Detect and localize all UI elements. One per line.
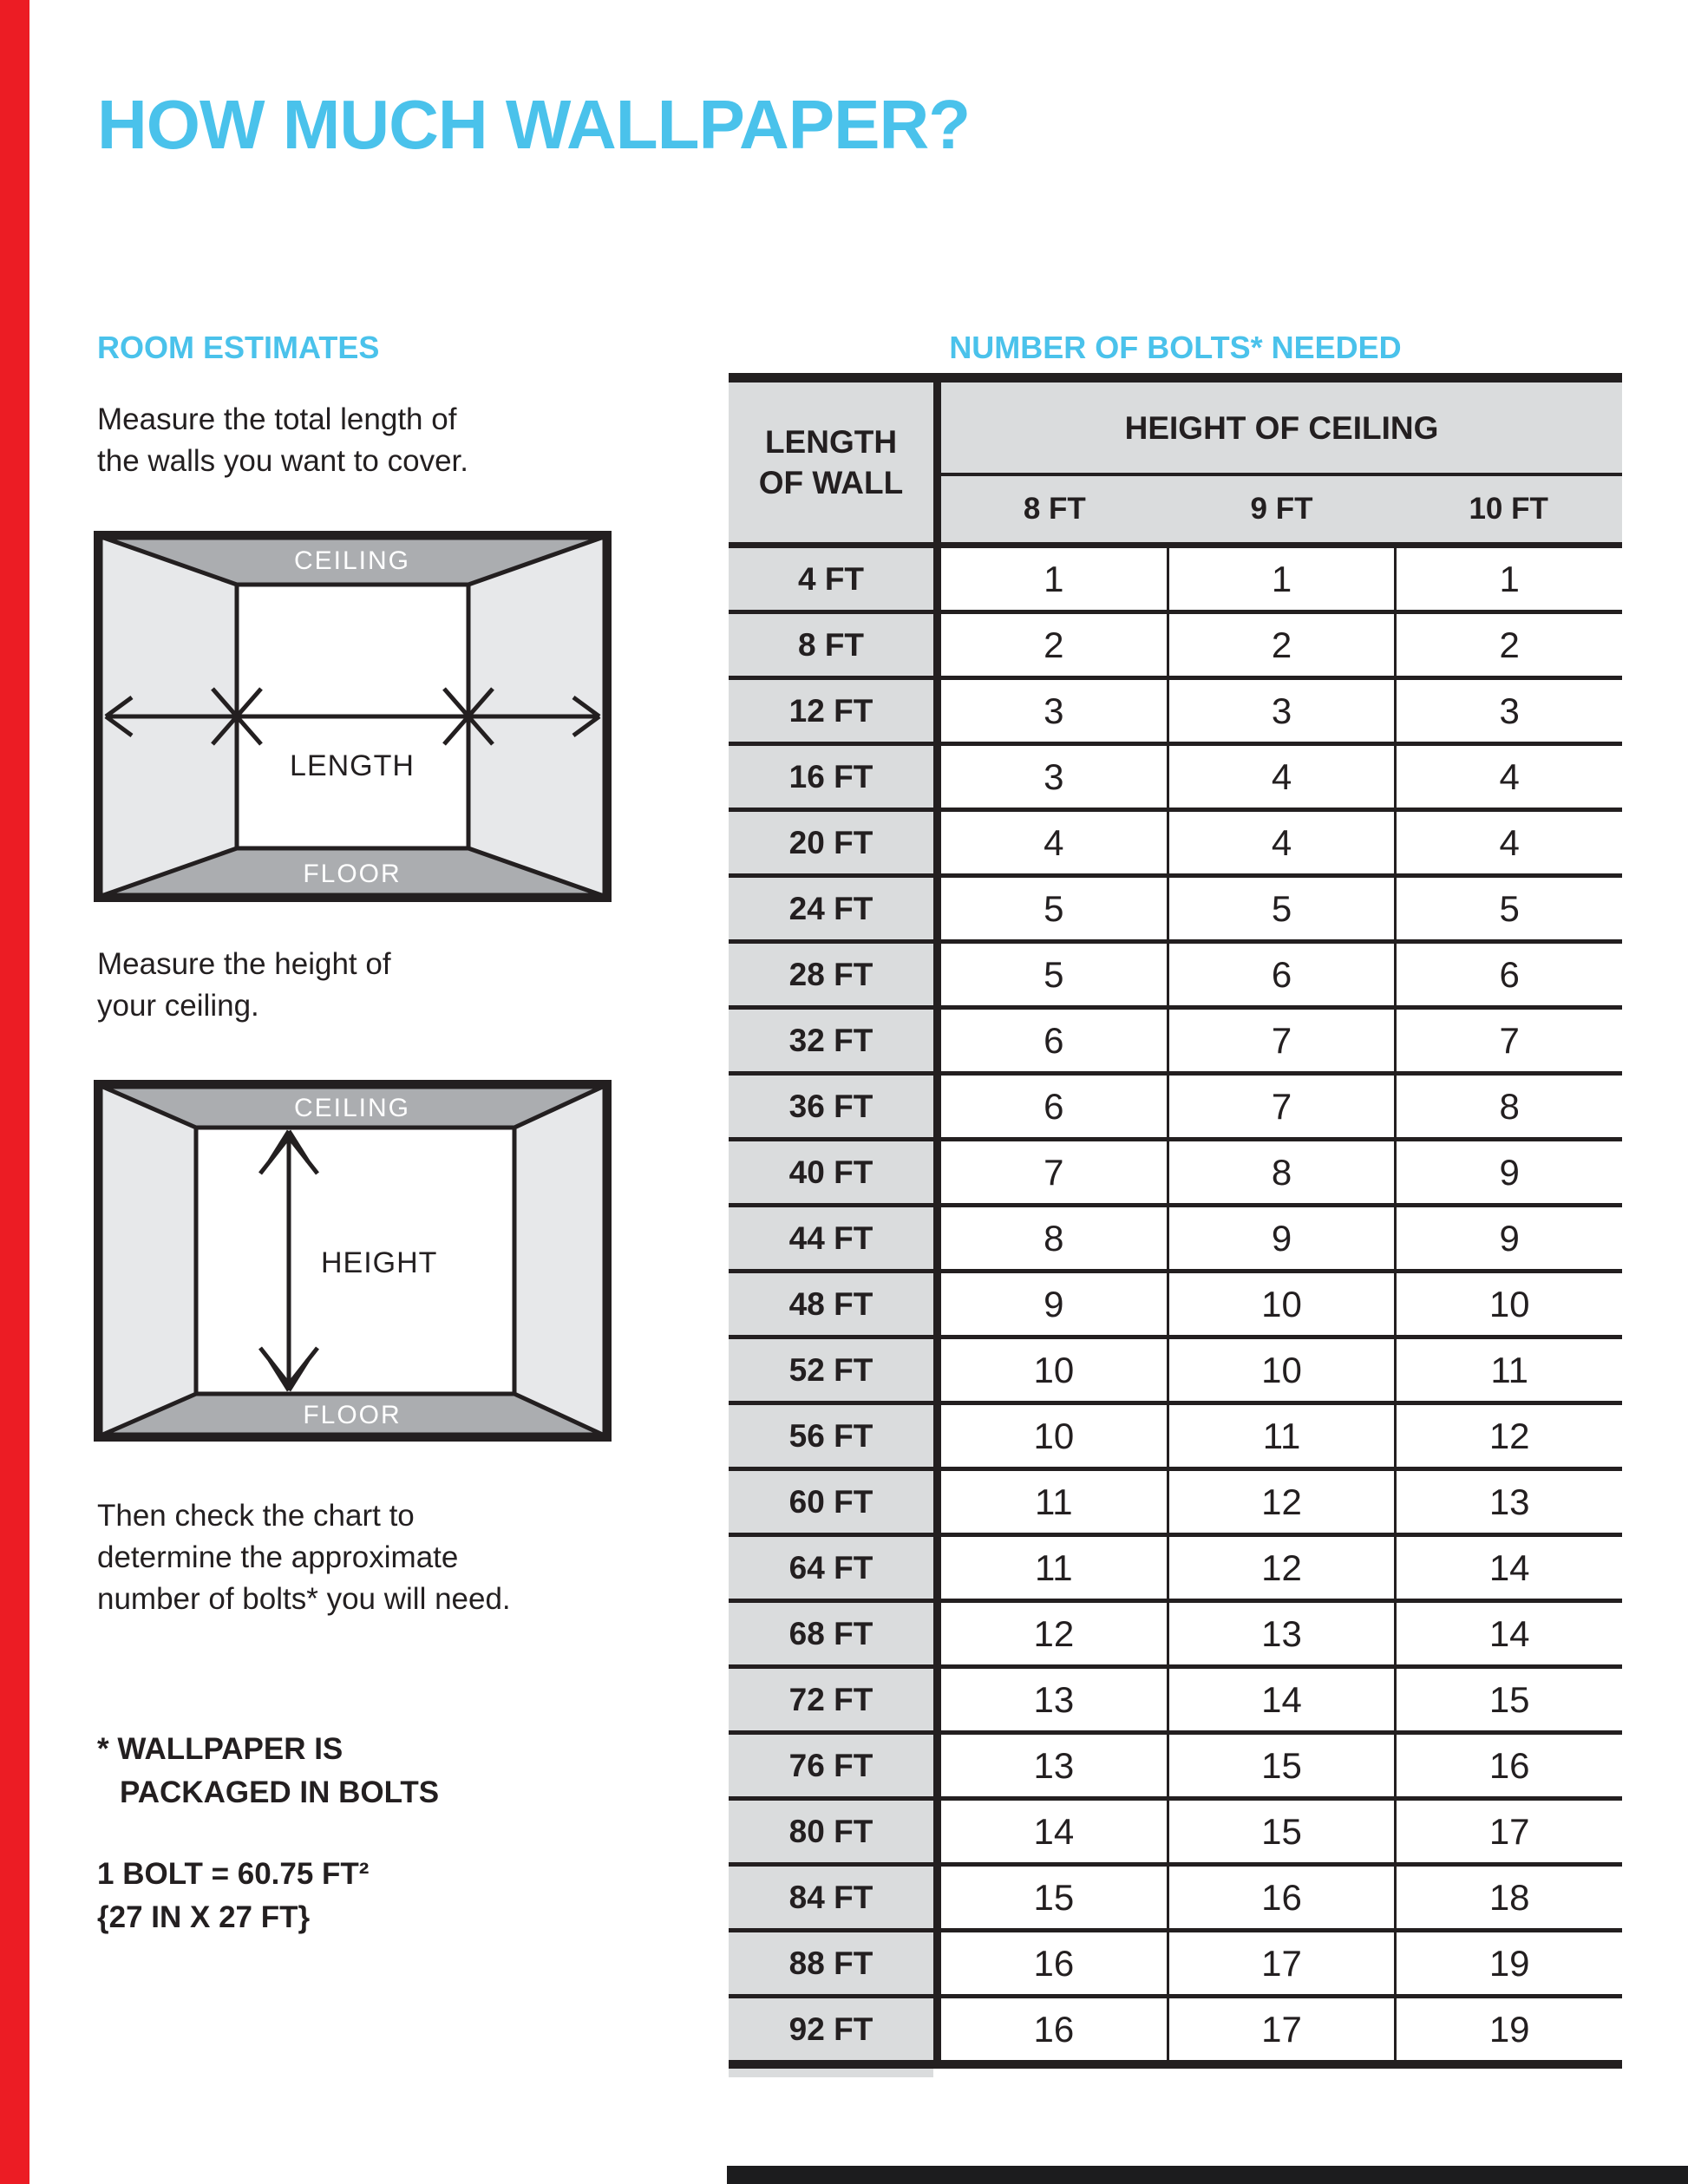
table-gray-sliver — [729, 2069, 933, 2077]
paragraph-line: number of bolts* you will need. — [97, 1582, 511, 1616]
wall-length-cell: 72 FT — [729, 1669, 941, 1730]
bolt-count-cell: 4 — [1167, 812, 1395, 873]
wall-length-cell: 68 FT — [729, 1603, 941, 1664]
wall-length-cell: 88 FT — [729, 1932, 941, 1994]
paragraph-line: Measure the total length of — [97, 402, 457, 436]
height-of-ceiling-label: HEIGHT OF CEILING — [1124, 410, 1439, 446]
bolt-count-cell: 8 — [1167, 1141, 1395, 1203]
bolt-count-cell: 12 — [941, 1603, 1167, 1664]
bolt-count-cell: 19 — [1394, 1998, 1622, 2060]
bolt-count-cell: 16 — [1394, 1735, 1622, 1796]
bolt-count-cell: 14 — [1394, 1537, 1622, 1599]
bottom-black-bar — [727, 2166, 1688, 2184]
paragraph-line: the walls you want to cover. — [97, 444, 468, 478]
wall-length-cell: 8 FT — [729, 614, 941, 676]
measure-length-paragraph — [97, 399, 468, 482]
ceiling-height-columns — [941, 476, 1622, 542]
paragraph-line: determine the approximate — [97, 1540, 459, 1574]
table-header — [729, 383, 1622, 542]
bolt-count-cell: 8 — [941, 1207, 1167, 1269]
bolt-count-cell: 1 — [941, 548, 1167, 610]
note-line: {27 IN X 27 FT} — [97, 1900, 311, 1934]
left-wall-face — [99, 1085, 196, 1436]
right-wall-face — [514, 1085, 606, 1436]
bolt-count-cell: 7 — [1167, 1010, 1395, 1071]
wall-length-cell: 32 FT — [729, 1010, 941, 1071]
bolt-count-cell: 15 — [1394, 1669, 1622, 1730]
paragraph-line: your ceiling. — [97, 989, 259, 1023]
wall-length-cell: 48 FT — [729, 1273, 941, 1335]
table-row — [729, 812, 1622, 878]
bolt-count-cell: 10 — [941, 1405, 1167, 1467]
table-row — [729, 1537, 1622, 1603]
bolt-count-cell: 1 — [1394, 548, 1622, 610]
table-row — [729, 746, 1622, 812]
wall-length-cell: 80 FT — [729, 1801, 941, 1862]
bolt-count-cell: 11 — [941, 1471, 1167, 1533]
bolt-count-cell: 9 — [941, 1273, 1167, 1335]
bolt-count-cell: 6 — [1394, 944, 1622, 1005]
note-line: 1 BOLT = 60.75 FT² — [97, 1857, 370, 1891]
floor-label: FLOOR — [303, 860, 402, 888]
bolt-count-cell: 3 — [1394, 680, 1622, 742]
table-row — [729, 614, 1622, 680]
page-title: HOW MUCH WALLPAPER? — [97, 86, 971, 163]
floor-label: FLOOR — [303, 1401, 402, 1429]
height-label: HEIGHT — [321, 1246, 438, 1279]
bolt-count-cell: 19 — [1394, 1932, 1622, 1994]
table-row — [729, 1207, 1622, 1273]
table-row — [729, 1603, 1622, 1669]
table-row — [729, 1998, 1622, 2060]
measure-height-paragraph — [97, 944, 391, 1027]
ceiling-label: CEILING — [293, 546, 411, 575]
wall-length-cell: 64 FT — [729, 1537, 941, 1599]
length-label: LENGTH — [290, 749, 415, 782]
col-header-8ft: 8 FT — [1023, 492, 1086, 526]
bolt-count-cell: 13 — [941, 1669, 1167, 1730]
bolt-count-cell: 4 — [1167, 746, 1395, 808]
wall-length-cell: 76 FT — [729, 1735, 941, 1796]
table-row — [729, 1471, 1622, 1537]
note-line: PACKAGED IN BOLTS — [120, 1775, 440, 1809]
bolt-count-cell: 12 — [1167, 1537, 1395, 1599]
paragraph-line: Measure the height of — [97, 947, 391, 981]
wall-length-cell: 4 FT — [729, 548, 941, 610]
bolt-count-cell: 16 — [941, 1932, 1167, 1994]
bolts-needed-heading: NUMBER OF BOLTS* NEEDED — [949, 330, 1402, 365]
room-length-diagram — [94, 531, 612, 902]
bolt-count-cell: 2 — [1394, 614, 1622, 676]
bolt-count-cell: 14 — [1167, 1669, 1395, 1730]
bolt-count-cell: 2 — [941, 614, 1167, 676]
table-row — [729, 1735, 1622, 1801]
bolt-count-cell: 4 — [941, 812, 1167, 873]
bolt-count-cell: 16 — [1167, 1867, 1395, 1928]
bolt-count-cell: 17 — [1167, 1998, 1395, 2060]
table-row — [729, 944, 1622, 1010]
table-row — [729, 1669, 1622, 1735]
bolt-count-cell: 13 — [1394, 1471, 1622, 1533]
bolt-count-cell: 9 — [1167, 1207, 1395, 1269]
bolt-count-cell: 11 — [1167, 1405, 1395, 1467]
bolt-count-cell: 10 — [1394, 1273, 1622, 1335]
bolts-table — [729, 373, 1622, 2077]
length-of-wall-header: LENGTH OF WALL — [729, 383, 941, 542]
bolt-count-cell: 10 — [1167, 1273, 1395, 1335]
bolt-count-cell: 9 — [1394, 1207, 1622, 1269]
bolt-count-cell: 12 — [1394, 1405, 1622, 1467]
wall-length-cell: 92 FT — [729, 1998, 941, 2060]
bolt-count-cell: 15 — [1167, 1735, 1395, 1796]
wall-length-cell: 24 FT — [729, 878, 941, 939]
bolt-count-cell: 16 — [941, 1998, 1167, 2060]
table-row — [729, 1076, 1622, 1141]
bolt-count-cell: 9 — [1394, 1141, 1622, 1203]
bolt-count-cell: 3 — [941, 746, 1167, 808]
bolt-count-cell: 2 — [1167, 614, 1395, 676]
wall-length-cell: 56 FT — [729, 1405, 941, 1467]
table-bottom-border — [729, 2060, 1622, 2069]
note-line: * WALLPAPER IS — [97, 1732, 343, 1766]
bolt-count-cell: 10 — [1167, 1339, 1395, 1401]
col-header-10ft: 10 FT — [1469, 492, 1548, 526]
col-header-9ft: 9 FT — [1250, 492, 1313, 526]
wall-length-cell: 20 FT — [729, 812, 941, 873]
table-row — [729, 1010, 1622, 1076]
bolt-count-cell: 15 — [1167, 1801, 1395, 1862]
bolt-count-cell: 5 — [941, 878, 1167, 939]
wall-length-cell: 60 FT — [729, 1471, 941, 1533]
wall-length-cell: 36 FT — [729, 1076, 941, 1137]
room-height-diagram — [94, 1080, 612, 1442]
height-of-ceiling-header — [941, 383, 1622, 542]
wall-length-cell: 52 FT — [729, 1339, 941, 1401]
bolt-count-cell: 10 — [941, 1339, 1167, 1401]
bolt-count-cell: 7 — [1394, 1010, 1622, 1071]
bolt-count-cell: 6 — [941, 1010, 1167, 1071]
bolt-count-cell: 11 — [1394, 1339, 1622, 1401]
bolt-count-cell: 4 — [1394, 746, 1622, 808]
bolt-count-cell: 15 — [941, 1867, 1167, 1928]
bolt-count-cell: 13 — [1167, 1603, 1395, 1664]
bolt-count-cell: 17 — [1394, 1801, 1622, 1862]
room-estimates-heading: ROOM ESTIMATES — [97, 330, 380, 365]
bolt-count-cell: 5 — [941, 944, 1167, 1005]
table-row — [729, 548, 1622, 614]
table-row — [729, 1273, 1622, 1339]
bolt-count-cell: 7 — [941, 1141, 1167, 1203]
table-header-border — [729, 542, 1622, 548]
wall-length-cell: 84 FT — [729, 1867, 941, 1928]
paragraph-line: Then check the chart to — [97, 1499, 415, 1533]
bolt-count-cell: 4 — [1394, 812, 1622, 873]
bolt-size-note — [97, 1853, 369, 1939]
wall-length-cell: 28 FT — [729, 944, 941, 1005]
check-chart-paragraph — [97, 1495, 511, 1620]
bolt-count-cell: 6 — [1167, 944, 1395, 1005]
table-row — [729, 680, 1622, 746]
bolt-count-cell: 11 — [941, 1537, 1167, 1599]
bolt-count-cell: 5 — [1167, 878, 1395, 939]
wall-length-cell: 12 FT — [729, 680, 941, 742]
wall-length-cell: 40 FT — [729, 1141, 941, 1203]
red-edge-stripe — [0, 0, 29, 2184]
bolt-count-cell: 6 — [941, 1076, 1167, 1137]
bolt-count-cell: 5 — [1394, 878, 1622, 939]
table-row — [729, 1405, 1622, 1471]
bolt-count-cell: 7 — [1167, 1076, 1395, 1137]
bolt-count-cell: 1 — [1167, 548, 1395, 610]
bolt-count-cell: 14 — [941, 1801, 1167, 1862]
table-row — [729, 1141, 1622, 1207]
bolt-count-cell: 3 — [1167, 680, 1395, 742]
bolt-count-cell: 13 — [941, 1735, 1167, 1796]
ceiling-label: CEILING — [293, 1094, 411, 1122]
packaged-in-bolts-note — [97, 1728, 439, 1815]
bolt-count-cell: 3 — [941, 680, 1167, 742]
table-row — [729, 1932, 1622, 1998]
bolt-count-cell: 17 — [1167, 1932, 1395, 1994]
table-row — [729, 1867, 1622, 1932]
wall-length-cell: 44 FT — [729, 1207, 941, 1269]
bolt-count-cell: 14 — [1394, 1603, 1622, 1664]
table-row — [729, 878, 1622, 944]
bolt-count-cell: 8 — [1394, 1076, 1622, 1137]
table-top-border — [729, 373, 1622, 383]
table-row — [729, 1339, 1622, 1405]
bolt-table-rows — [729, 548, 1622, 2060]
bolt-count-cell: 12 — [1167, 1471, 1395, 1533]
wall-length-cell: 16 FT — [729, 746, 941, 808]
table-row — [729, 1801, 1622, 1867]
bolt-count-cell: 18 — [1394, 1867, 1622, 1928]
